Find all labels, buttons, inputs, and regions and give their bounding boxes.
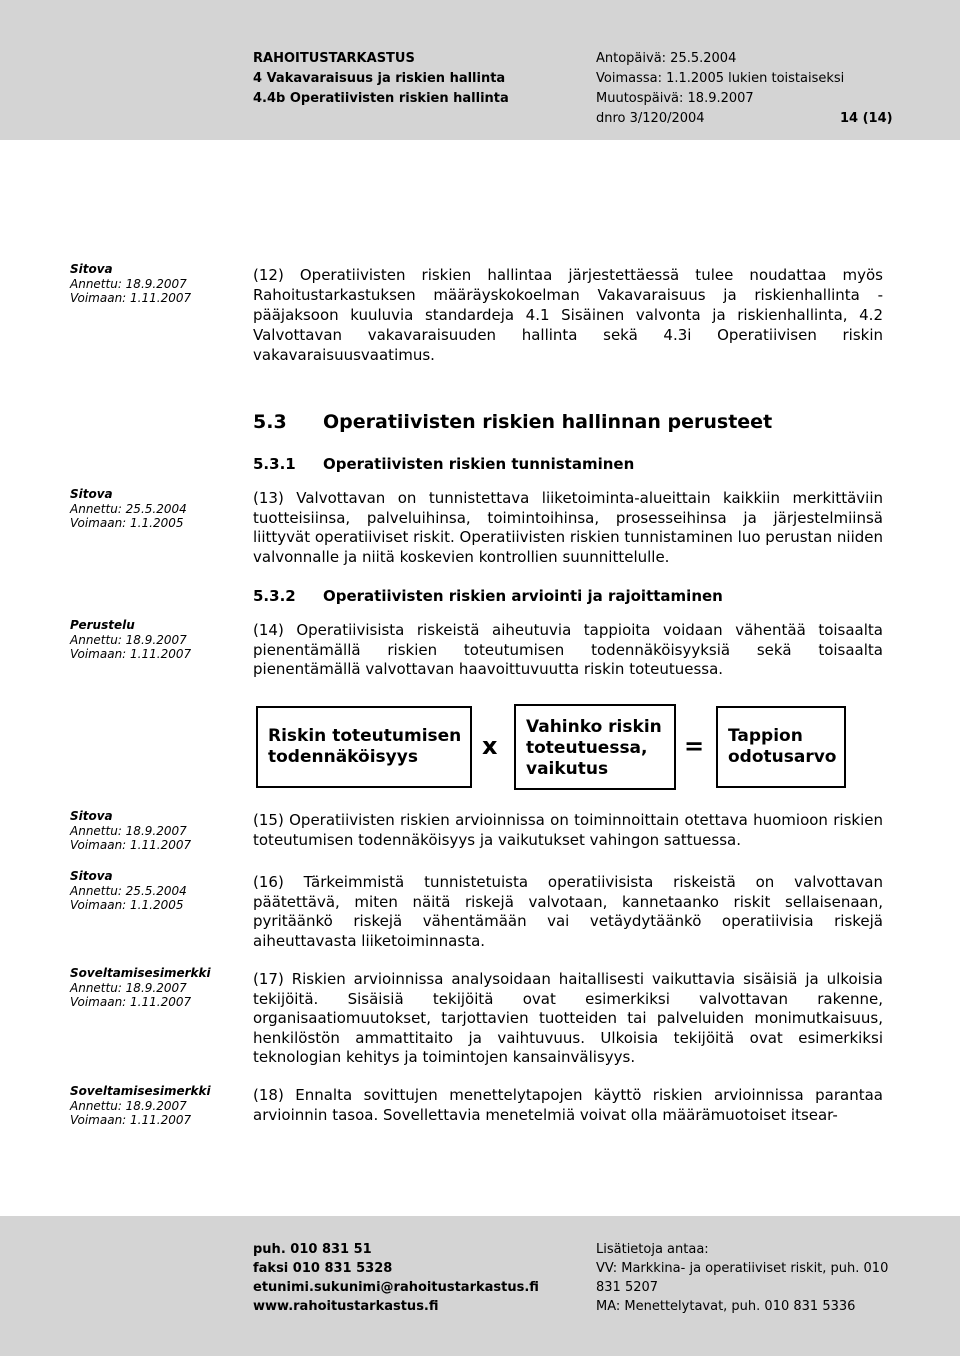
sidenote: Sitova Annettu: 25.5.2004 Voimaan: 1.1.2005	[70, 869, 187, 912]
footer-info	[596, 1240, 896, 1316]
heading-5-3-1: 5.3.1 Operatiivisten riskien tunnistaminen	[253, 455, 635, 473]
chapter-title: 4 Vakavaraisuus ja riskien hallinta	[253, 71, 506, 86]
info-label: Lisätietoja antaa:	[596, 1242, 709, 1257]
sidenote: Soveltamisesimerkki Annettu: 18.9.2007 Voimaan: 1.11.2007	[70, 1084, 211, 1127]
paragraph-14: (14) Operatiivisista riskeistä aiheutuvia tappioita voidaan vähentää toisaalta pienentämällä riskien toteutumisen todennäköisyyksiä sekä toisaalta pienentämällä valvottavan haavoittuvuutta riskin toteutuessa.	[253, 621, 883, 678]
sidenote: Sitova Annettu: 18.9.2007 Voimaan: 1.11.2007	[70, 809, 192, 852]
sidenote: Sitova Annettu: 25.5.2004 Voimaan: 1.1.2005	[70, 487, 187, 530]
equals-sign: =	[684, 732, 705, 760]
probability-box: Riskin toteutumisen todennäköisyys	[256, 706, 472, 788]
info-contact-ma: MA: Menettelytavat, puh. 010 831 5336	[596, 1299, 856, 1314]
issued-date: Antopäivä: 25.5.2004	[596, 51, 737, 66]
paragraph-16: (16) Tärkeimmistä tunnistetuista operatiivisista riskeistä on valvottavan päätettävä, miten näitä riskejä valvotaan, kannetaanko riskit sellaisenaan, pyritäänkö riskejä vähentämään vai vetäydytäänkö operatiivisia riskejä aiheuttavasta liiketoiminnasta.	[253, 873, 883, 950]
in-force-date: Voimassa: 1.1.2005 lukien toistaiseksi	[596, 71, 845, 86]
impact-box: Vahinko riskin toteutuessa, vaikutus	[514, 704, 676, 790]
document-number-row	[596, 109, 893, 129]
sidenote: Perustelu Annettu: 18.9.2007 Voimaan: 1.11.2007	[70, 618, 192, 661]
heading-5-3-2: 5.3.2 Operatiivisten riskien arviointi ja rajoittaminen	[253, 587, 723, 605]
paragraph-15: (15) Operatiivisten riskien arvioinnissa on toiminnoittain otettava huomioon riskien toteutumisen todennäköisyys ja vaikutukset vahingon sattuessa.	[253, 811, 883, 849]
paragraph-13: (13) Valvottavan on tunnistettava liiketoiminta-alueittain kaikkiin merkittäviin tuotteisiinsa, palveluihinsa, toimintoihinsa, prosesseihinsa ja järjestelmiinsä liittyvät operatiiviset riskit. Operatiivisten riskien tunnistaminen luo perustan niiden valvonnalle ja niitä koskevien kontrollien suunnittelulle.	[253, 489, 883, 566]
page-number: 14 (14)	[840, 111, 893, 126]
info-contact-vv: VV: Markkina- ja operatiiviset riskit, puh. 010 831 5207	[596, 1261, 889, 1295]
paragraph-18: (18) Ennalta sovittujen menettelytapojen käyttö riskien arvioinnissa parantaa arvioinnin tasoa. Sovellettavia menetelmiä voivat olla määrämuotoiset itsear-	[253, 1086, 883, 1124]
org-name: RAHOITUSTARKASTUS	[253, 51, 415, 66]
sidenote: Soveltamisesimerkki Annettu: 18.9.2007 Voimaan: 1.11.2007	[70, 966, 211, 1009]
footer-contact	[253, 1240, 539, 1316]
document-number: dnro 3/120/2004	[596, 111, 705, 126]
footer-fax: faksi 010 831 5328	[253, 1261, 393, 1276]
paragraph-17: (17) Riskien arvioinnissa analysoidaan haitallisesti vaikuttavia sisäisiä ja ulkoisia tekijöitä. Sisäisiä tekijöitä ovat esimerkiksi valvottavan rakenne, organisaatiomuutokset, tarjottavien tuotteiden tai palveluiden monimutkaisuus, henkilöstön ammattitaito ja vaihtuvuus. Ulkoisia tekijöitä ovat esimerkiksi teknologian kehitys ja toimintojen kansainvälisyys.	[253, 970, 883, 1066]
heading-5-3: 5.3 Operatiivisten riskien hallinnan perusteet	[253, 411, 773, 433]
sidenote: Sitova Annettu: 18.9.2007 Voimaan: 1.11.2007	[70, 262, 192, 305]
header-left	[253, 49, 509, 109]
paragraph-12: (12) Operatiivisten riskien hallintaa järjestettäessä tulee noudattaa myös Rahoitustarkastuksen määräyskokoelman Vakavaraisuus ja riskienhallinta -pääjaksoon kuuluvia standardeja 4.1 Sisäinen valvonta ja riskienhallinta, 4.2 Valvottavan vakavaraisuuden hallinta sekä 4.3i Operatiivisen riskin vakavaraisuusvaatimus.	[253, 266, 883, 364]
header-right	[596, 49, 893, 129]
footer-email[interactable]: etunimi.sukunimi@rahoitustarkastus.fi	[253, 1280, 539, 1295]
modified-date: Muutospäivä: 18.9.2007	[596, 91, 754, 106]
section-title: 4.4b Operatiivisten riskien hallinta	[253, 91, 509, 106]
footer-website[interactable]: www.rahoitustarkastus.fi	[253, 1299, 439, 1314]
footer-phone: puh. 010 831 51	[253, 1242, 372, 1257]
multiply-sign: x	[482, 732, 498, 760]
expected-loss-box: Tappion odotusarvo	[716, 706, 846, 788]
